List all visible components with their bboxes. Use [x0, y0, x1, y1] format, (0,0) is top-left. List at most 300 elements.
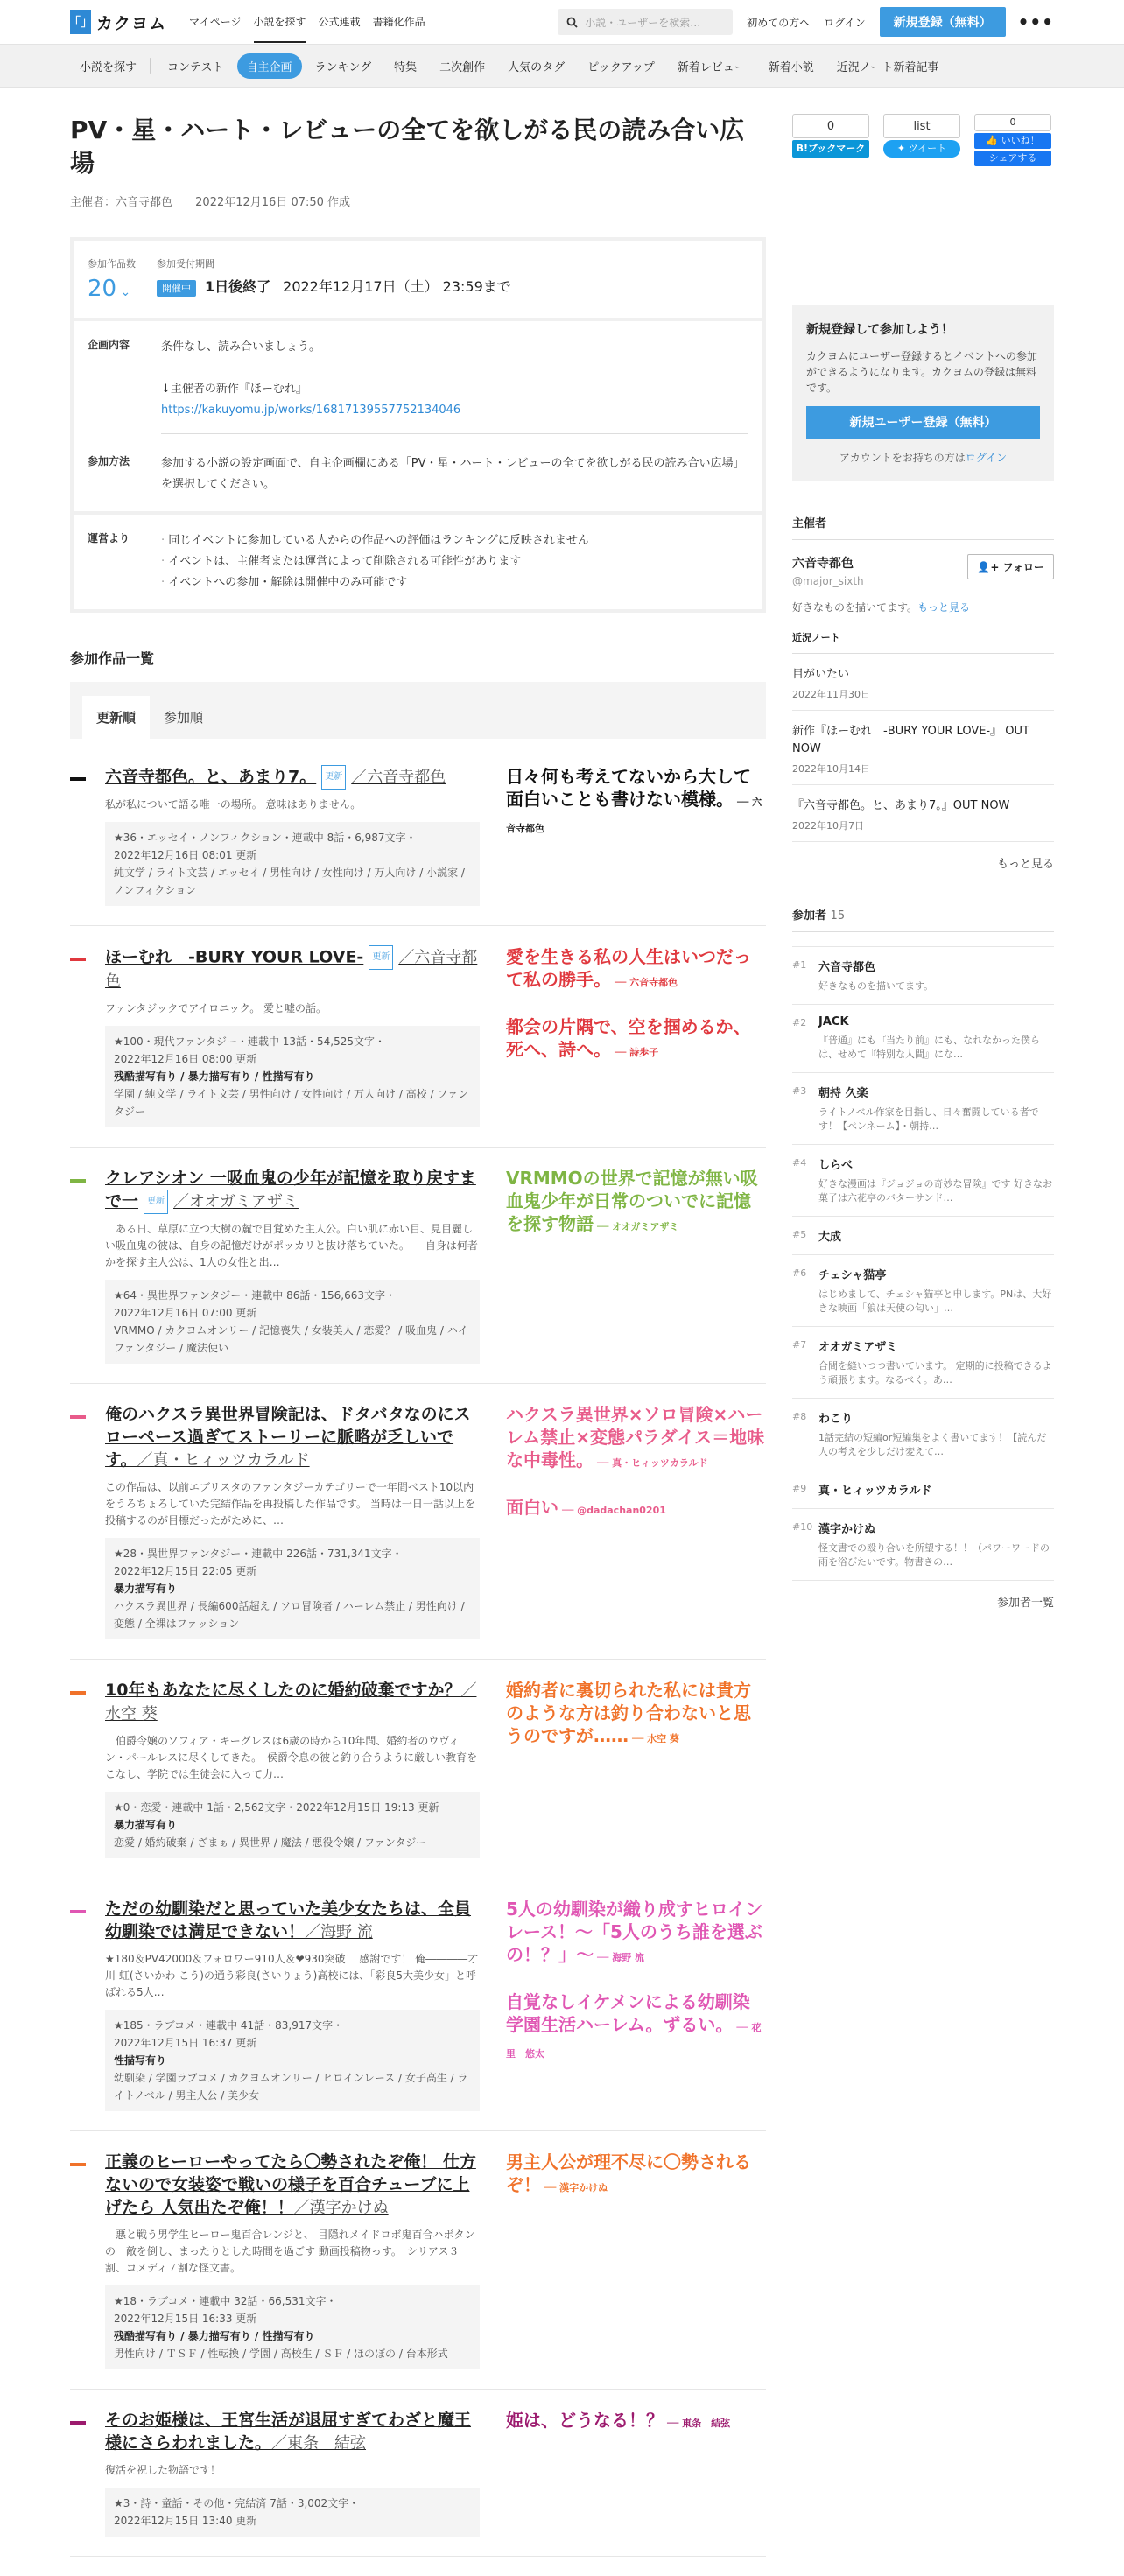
work-meta	[105, 822, 480, 906]
participant-name[interactable]: 真・ヒィッツカラルド	[818, 1485, 932, 1498]
participant-rank: #1	[792, 959, 807, 971]
organizer-heading: 主催者	[792, 514, 1054, 540]
work-info	[105, 1679, 480, 1858]
work-stats: ★64・異世界ファンタジー・連載中 86話・156,663文字・	[114, 1289, 397, 1302]
new-badge: 更新	[321, 765, 346, 790]
list-share[interactable]	[883, 114, 960, 168]
created-date: 2022年12月16日 07:50 作成	[195, 196, 351, 209]
catchphrase-text: 男主人公が理不尽に〇勢されるぞ！	[506, 2151, 751, 2195]
work-author[interactable]: ／オオガミアザミ	[173, 1192, 299, 1211]
method-row	[74, 450, 762, 511]
logo-text: カクヨム	[96, 13, 167, 33]
note-title[interactable]: 目がいたい	[792, 668, 850, 681]
subnav-item[interactable]: ピックアップ	[587, 60, 655, 74]
catchphrase-author[interactable]: ── 花里 悠太	[506, 2022, 762, 2060]
work-color-bar	[70, 2163, 86, 2166]
catchphrase	[506, 945, 766, 994]
participant-rank: #9	[792, 1483, 807, 1494]
work-catchphrases	[506, 2151, 766, 2369]
catchphrase	[506, 1679, 766, 1751]
nav-books[interactable]: 書籍化作品	[372, 15, 425, 28]
tweet-button[interactable]	[883, 140, 960, 158]
work-stats: ★100・現代ファンタジー・連載中 13話・54,525文字・	[114, 1035, 386, 1048]
content-link[interactable]: https://kakuyomu.jp/works/16817139557752134046	[161, 404, 461, 417]
subnav-item[interactable]: 自主企画	[237, 53, 302, 79]
sub-nav	[0, 44, 1124, 88]
participant-rank: #5	[792, 1229, 807, 1240]
work-author[interactable]: ／東条 結弦	[271, 2434, 367, 2453]
work-title[interactable]: ほーむれ -BURY YOUR LOVE-	[105, 947, 364, 967]
participant-desc: 好きな漫画は『ジョジョの奇妙な冒険』です 好きなお菓子は六花亭のバターサンド…	[818, 1178, 1053, 1204]
catchphrase-author[interactable]: ── 水空 葵	[632, 1733, 679, 1744]
work-description: 復活を祝した物語です！	[105, 2464, 221, 2476]
work-updated: 2022年12月15日 16:33 更新	[114, 2313, 257, 2325]
participant-desc: はじめまして、チェシャ猫亭と申します。PNは、大好きな映画「狼は天使の匂い」…	[818, 1288, 1052, 1314]
participant-rank: #3	[792, 1085, 807, 1097]
method-label: 参加方法	[88, 455, 130, 467]
note-item[interactable]	[792, 654, 1054, 711]
subnav-item[interactable]: 二次創作	[439, 60, 486, 74]
login-prompt-text: アカウントをお持ちの方は	[839, 452, 966, 464]
work-catchphrases	[506, 2409, 766, 2537]
work-author[interactable]: ／六音寺都色	[351, 768, 446, 787]
work-tags[interactable]: 男性向け / ＴＳＦ / 性転換 / 学園 / 高校生 / ＳＦ / ほのぼの / 台本形式	[114, 2348, 448, 2360]
participant-body	[818, 1084, 1054, 1134]
catchphrase-author[interactable]: ── 詩歩子	[615, 1047, 659, 1058]
participant-rank: #4	[792, 1157, 807, 1169]
stats-row	[74, 241, 762, 318]
participant-desc: 1話完結の短編or短編集をよく書いてます！【読んだ人の考えを少しだけ変えて…	[818, 1432, 1047, 1457]
method-text: 参加する小説の設定画面で、自主企画欄にある「PV・星・ハート・レビューの全てを欲しがる民の読み合い広場」を選択してください。	[161, 457, 745, 491]
work-warnings: 残酷描写有り / 暴力描写有り / 性描写有り	[114, 2330, 315, 2342]
organizer-label[interactable]: 主催者：六音寺都色	[70, 196, 173, 209]
subnav-item[interactable]: 特集	[394, 60, 418, 74]
entries-stat	[88, 256, 136, 302]
event-meta	[70, 193, 766, 209]
catchphrase-author[interactable]: ── @dadachan0201	[562, 1505, 666, 1516]
work-item	[70, 1167, 766, 1384]
deadline: 2022年12月17日（土） 23:59まで	[283, 278, 511, 295]
subnav-item[interactable]: コンテスト	[167, 60, 224, 74]
work-info	[105, 2409, 480, 2537]
note-item[interactable]	[792, 785, 1054, 842]
sidebar-login-link[interactable]: ログイン	[965, 452, 1008, 464]
period-stat	[157, 256, 511, 296]
work-title-line[interactable]	[105, 1403, 480, 1472]
sidebar	[792, 114, 1054, 2576]
subnav-item[interactable]: ランキング	[314, 60, 372, 74]
rule-item: · 同じイベントに参加している人からの作品への評価はランキングに反映されません	[161, 530, 589, 551]
work-color-bar	[70, 1415, 86, 1419]
like-label: いいね！	[1001, 135, 1040, 146]
content-line-2: ↓主催者の新作『ほーむれ』	[161, 383, 307, 396]
work-stats: ★3・詩・童話・その他・完結済 7話・3,002文字・	[114, 2497, 360, 2509]
hatena-button[interactable]: B!ブックマーク	[792, 140, 869, 158]
notes-heading: 近況ノート	[792, 630, 1054, 654]
work-title-line[interactable]	[105, 2151, 480, 2220]
work-info	[105, 945, 480, 1127]
work-title-line[interactable]	[105, 1898, 480, 1944]
work-catchphrases	[506, 1167, 766, 1364]
ends-in: 1日後終了	[205, 278, 271, 295]
work-author[interactable]: ／六音寺都色	[105, 948, 478, 991]
follow-button[interactable]	[967, 554, 1054, 579]
work-meta	[105, 1280, 480, 1364]
work-stats: ★28・異世界ファンタジー・連載中 226話・731,341文字・	[114, 1548, 403, 1560]
work-title-line[interactable]	[105, 945, 480, 993]
catchphrase-author[interactable]: ── 真・ヒィッツカラルド	[597, 1457, 708, 1469]
content-line-1: 条件なし、読み合いましょう。	[161, 340, 321, 354]
participant-name[interactable]: チェシャ猫亭	[818, 1269, 887, 1282]
work-author[interactable]: ／水空 葵	[105, 1681, 477, 1723]
catchphrase-text: 都会の片隅で、空を掴めるか、死へ、詩へ。	[506, 1016, 751, 1060]
participants-more-link[interactable]: 参加者一覧	[792, 1580, 1054, 1645]
work-meta	[105, 1026, 480, 1127]
participant-item[interactable]	[792, 1398, 1054, 1470]
participant-name[interactable]: 朝持 久楽	[818, 1087, 868, 1100]
work-title-line[interactable]	[105, 1167, 480, 1214]
work-warnings: 残酷描写有り / 暴力描写有り / 性描写有り	[114, 1070, 315, 1083]
join-text: カクヨムにユーザー登録するとイベントへの参加ができるようになります。カクヨムの登録は無料です。	[806, 350, 1038, 394]
participant-name[interactable]: JACK	[818, 1015, 849, 1028]
work-item	[70, 765, 766, 926]
work-stats: ★36・エッセイ・ノンフィクション・連載中 8話・6,987文字・	[114, 832, 417, 844]
catchphrase-author[interactable]: ── 東条 結弦	[667, 2418, 731, 2429]
tweet-label: ツイート	[908, 143, 947, 154]
participant-rank: #2	[792, 1017, 807, 1028]
work-info	[105, 1167, 480, 1364]
work-catchphrases	[506, 765, 766, 906]
catchphrase	[506, 1015, 766, 1064]
participant-desc: 好きなものを描いてます。	[818, 980, 934, 992]
kakuyomu-logo[interactable]	[70, 10, 166, 34]
search-icon	[566, 17, 578, 28]
note-item[interactable]	[792, 711, 1054, 785]
participant-item[interactable]	[792, 1254, 1054, 1326]
login-link[interactable]: ログイン	[824, 16, 866, 29]
work-warnings: 暴力描写有り	[114, 1583, 178, 1595]
work-title-line[interactable]	[105, 2409, 480, 2455]
work-warnings: 性描写有り	[114, 2054, 167, 2067]
hatena-bookmark[interactable]	[792, 114, 869, 168]
participant-rank: #6	[792, 1267, 807, 1279]
work-item	[70, 1403, 766, 1660]
participant-body	[818, 1337, 1054, 1387]
participant-desc: 合間を縫いつつ書いています。 定期的に投稿できるよう頑張ります。なるべく。あ…	[818, 1360, 1052, 1386]
catchphrase-author[interactable]: ── 漢字かけぬ	[544, 2182, 608, 2193]
notes-list	[792, 654, 1054, 842]
catchphrase-author[interactable]: ── 海野 流	[597, 1952, 644, 1963]
work-meta	[105, 1792, 480, 1858]
catchphrase	[506, 2151, 766, 2200]
work-description: ファンタジックでアイロニック。 愛と嘘の話。	[105, 1002, 327, 1014]
participant-rank: #10	[792, 1521, 813, 1533]
work-description: この作品は、以前エブリスタのファンタジーカテゴリーで一年間ベスト10以内をうろちょろしていた完結作品を再投稿した作品です。 当時は一日一話以上を投稿するのが目標だったがために、…	[105, 1481, 475, 1527]
work-stats: ★18・ラブコメ・連載中 32話・66,531文字・	[114, 2295, 337, 2307]
participant-body	[818, 1520, 1054, 1569]
catchphrase-author[interactable]: ── 六音寺都色	[615, 977, 678, 988]
work-catchphrases	[506, 1679, 766, 1858]
status-badge: 開催中	[157, 280, 196, 297]
subnav-item[interactable]: 新着レビュー	[677, 60, 746, 74]
participant-body	[818, 1266, 1054, 1316]
subnav-divider	[150, 58, 151, 74]
register-button[interactable]: 新規登録（無料）	[880, 7, 1006, 37]
participant-body	[818, 958, 1054, 993]
work-updated: 2022年12月16日 08:01 更新	[114, 849, 257, 861]
notes-more-link[interactable]: もっと見る	[996, 858, 1054, 871]
catchphrase-author[interactable]: ── 六音寺都色	[506, 797, 762, 834]
work-description: ★180＆PV42000＆フォロワー910人＆❤930突破！ 感謝です！ 俺――――才川 虹(さいかわ こう)の通う彩良(さいりょう)高校には、「彩良5大美少女」と呼ばれる5人…	[105, 1953, 479, 1998]
catchphrase-author[interactable]: ── オオガミアザミ	[597, 1221, 679, 1232]
work-updated: 2022年12月15日 22:05 更新	[114, 1565, 257, 1577]
work-color-bar	[70, 1910, 86, 1913]
entries-dropdown[interactable]	[88, 276, 136, 302]
participant-body	[818, 1155, 1054, 1205]
rule-item: · イベントは、主催者または運営によって削除される可能性があります	[161, 551, 589, 572]
participants-heading	[792, 906, 1054, 932]
new-badge: 更新	[369, 945, 393, 970]
participants-label: 参加者	[792, 909, 827, 923]
work-catchphrases	[506, 945, 766, 1127]
work-color-bar	[70, 777, 86, 781]
participant-name[interactable]: しらべ	[818, 1159, 854, 1172]
subnav-item[interactable]: 近況ノート新着記事	[836, 60, 939, 74]
catchphrase-text: 面白い	[506, 1497, 558, 1518]
catchphrase-text: 愛を生きる私の人生はいつだって私の勝手。	[506, 946, 751, 990]
work-updated: 2022年12月15日 13:40 更新	[114, 2515, 257, 2527]
search-placeholder: 小説・ユーザーを検索…	[585, 16, 701, 29]
catchphrase-text: ハクスラ異世界×ソロ冒険×ハーレム禁止×変態パラダイス＝地味な中毒性。	[506, 1404, 765, 1470]
participant-item[interactable]	[792, 1004, 1054, 1072]
catchphrase	[506, 1167, 766, 1239]
work-catchphrases	[506, 1898, 766, 2111]
work-warnings: 暴力描写有り	[114, 1819, 178, 1831]
ops-label: 運営より	[88, 532, 130, 544]
work-stats: ★0・恋愛・連載中 1話・2,562文字・2022年12月15日 19:13 更新	[114, 1801, 439, 1814]
participants-list	[792, 946, 1054, 1580]
content-row	[74, 318, 762, 450]
work-meta	[105, 2010, 480, 2111]
list-label[interactable]: list	[883, 114, 960, 138]
participant-body	[818, 1481, 1054, 1498]
work-color-bar	[70, 1179, 86, 1183]
subnav-item[interactable]: 新着小説	[768, 60, 814, 74]
top-bar	[0, 0, 1124, 44]
work-description: 伯爵令嬢のソフィア・キーグレスは6歳の時から10年間、婚約者のウヴィン・パールレスに尽くしてきた。 侯爵令息の彼と釣り合うように厳しい教育をこなし、学院では生徒会に入って力…	[105, 1735, 478, 1780]
like-button[interactable]	[974, 133, 1051, 149]
work-title[interactable]: 俺のハクスラ異世界冒険記は、ドタバタなのにスローペース過ぎてストーリーに脈略が乏しいです。	[105, 1405, 471, 1470]
follow-label: フォロー	[1002, 561, 1044, 573]
hatena-count: 0	[792, 114, 869, 138]
note-title[interactable]: 新作『ほーむれ -BURY YOUR LOVE-』 OUT NOW	[792, 725, 1029, 755]
subnav-item[interactable]: 人気のタグ	[508, 60, 566, 74]
catchphrase	[506, 1496, 766, 1522]
participants-count: 15	[830, 909, 846, 923]
organizer-desc-text: 好きなものを描いてます。	[792, 601, 918, 614]
work-meta	[105, 1538, 480, 1639]
tab-joined[interactable]: 参加順	[164, 710, 204, 726]
entries-label: 参加作品数	[88, 258, 136, 270]
facebook-share[interactable]	[974, 114, 1051, 168]
work-tags[interactable]: ハクスラ異世界 / 長編600話超え / ソロ冒険者 / ハーレム禁止 / 男性向け / 変態 / 全裸はファッション	[114, 1600, 465, 1630]
ops-row	[74, 511, 762, 609]
work-item	[70, 2409, 766, 2557]
participant-name[interactable]: 大成	[818, 1231, 842, 1244]
event-content	[70, 114, 766, 2576]
login-prompt	[806, 450, 1040, 465]
join-title: 新規登録して参加しよう！	[806, 323, 953, 337]
participant-body	[818, 1227, 1054, 1244]
works-heading: 参加作品一覧	[70, 650, 155, 667]
participant-desc: ライトノベル作家を目指し、日々奮闘している者です！【ペンネーム】・朝持…	[818, 1106, 1039, 1132]
participant-rank: #8	[792, 1411, 807, 1422]
work-tags[interactable]: 学園 / 純文学 / ライト文芸 / 男性向け / 女性向け / 万人向け / 高校 / ファンタジー	[114, 1088, 469, 1118]
work-catchphrases	[506, 1403, 766, 1639]
participant-item[interactable]	[792, 1470, 1054, 1508]
catchphrase	[506, 1403, 766, 1475]
work-item	[70, 1679, 766, 1878]
catchphrase	[506, 2409, 766, 2435]
twitter-icon: ✦	[896, 143, 909, 154]
work-title[interactable]: ただの幼馴染だと思っていた美少女たちは、全員幼馴染では満足できない！	[105, 1899, 472, 1941]
nav-find-novels[interactable]: 小説を探す	[254, 2, 306, 43]
participant-item[interactable]	[792, 946, 1054, 1004]
rule-item: · イベントへの参加・解除は開催中のみ可能です	[161, 572, 589, 593]
fb-count: 0	[974, 114, 1051, 131]
work-item	[70, 1898, 766, 2131]
nav-official[interactable]: 公式連載	[318, 15, 361, 28]
participant-name[interactable]: 漢字かけぬ	[818, 1523, 876, 1536]
participant-name[interactable]: わこり	[818, 1413, 854, 1426]
work-title[interactable]: 六音寺都色。と、あまり7。	[105, 767, 317, 787]
period-label: 参加受付期間	[157, 258, 214, 270]
work-title[interactable]: クレアシオン 一吸血鬼の少年が記憶を取り戻すまで一	[105, 1169, 476, 1211]
work-item	[70, 945, 766, 1148]
organizer-card	[792, 554, 1054, 587]
catchphrase-text: VRMMOの世界で記憶が無い吸血鬼少年が日常のついでに記憶を探す物語	[506, 1168, 758, 1234]
search-input[interactable]	[558, 9, 733, 35]
organizer-desc	[792, 600, 1054, 614]
participant-item[interactable]	[792, 1144, 1054, 1216]
participant-item[interactable]	[792, 1072, 1054, 1144]
organizer-name[interactable]: 六音寺都色	[792, 557, 854, 571]
work-color-bar	[70, 958, 86, 961]
work-tags[interactable]: 恋愛 / 婚約破棄 / ざまぁ / 異世界 / 魔法 / 悪役令嬢 / ファンタジー	[114, 1836, 427, 1849]
participant-desc: 『普通』にも『当たり前』にも、なれなかった僕らは、せめて『特別な人間』にな…	[818, 1035, 1040, 1060]
works-tabs	[70, 682, 766, 739]
participant-body	[818, 1015, 1054, 1062]
catchphrase-text: 5人の幼馴染が織り成すヒロインレース！〜「5人のうち誰を選ぶの！？」〜	[506, 1899, 763, 1965]
work-title[interactable]: そのお姫様は、王宮生活が退屈すぎてわざと魔王様にさらわれました。	[105, 2411, 472, 2453]
note-title[interactable]: 『六音寺都色。と、あまり7。』OUT NOW	[792, 799, 1010, 812]
chevron-down-icon: ⌄	[116, 285, 131, 299]
work-color-bar	[70, 1691, 86, 1695]
participant-desc: 怪文書での殴り合いを所望する！！（パワーワードの雨を浴びたいです。物書きの…	[818, 1542, 1050, 1568]
signup-button[interactable]: 新規ユーザー登録（無料）	[806, 406, 1040, 439]
subnav-item[interactable]: 小説を探す	[80, 60, 137, 74]
event-info-box	[70, 237, 766, 613]
work-info	[105, 765, 480, 906]
participant-name[interactable]: オオガミアザミ	[818, 1341, 898, 1354]
note-date: 2022年10月7日	[792, 820, 864, 832]
work-info	[105, 1898, 480, 2111]
share-buttons	[792, 114, 1054, 168]
work-meta	[105, 2488, 480, 2537]
catchphrase	[506, 1990, 766, 2066]
participant-item[interactable]	[792, 1216, 1054, 1254]
work-author[interactable]: ／漢字かけぬ	[293, 2199, 389, 2217]
logo-mark: 「」	[70, 10, 91, 34]
catchphrase	[506, 765, 766, 840]
work-title-line[interactable]	[105, 765, 480, 790]
work-info	[105, 1403, 480, 1639]
more-menu-icon[interactable]: •••	[1017, 11, 1054, 32]
main	[0, 88, 1124, 2576]
tab-updated[interactable]: 更新順	[82, 696, 150, 739]
work-author[interactable]: ／海野 流	[305, 1923, 373, 1941]
catchphrase-text: 日々何も考えてないから大して面白いことも書けない模様。	[506, 766, 751, 810]
participant-rank: #7	[792, 1339, 807, 1351]
catchphrase-text: 姫は、どうなる！？	[506, 2410, 664, 2431]
organizer-more-link[interactable]: もっと見る	[917, 601, 971, 614]
stats	[88, 256, 511, 302]
works-list	[70, 765, 766, 2557]
page-title: PV・星・ハート・レビューの全てを欲しがる民の読み合い広場	[70, 116, 745, 178]
work-color-bar	[70, 2421, 86, 2425]
note-date: 2022年11月30日	[792, 689, 870, 700]
beginner-link[interactable]: 初めての方へ	[747, 16, 811, 29]
work-item	[70, 2151, 766, 2390]
work-meta	[105, 2285, 480, 2369]
work-stats: ★185・ラブコメ・連載中 41話・83,917文字・	[114, 2019, 344, 2032]
work-updated: 2022年12月16日 08:00 更新	[114, 1053, 257, 1065]
top-nav	[189, 2, 425, 43]
nav-mypage[interactable]: マイページ	[189, 15, 242, 28]
work-updated: 2022年12月16日 07:00 更新	[114, 1307, 257, 1319]
participant-name[interactable]: 六音寺都色	[818, 961, 876, 974]
work-info	[105, 2151, 480, 2369]
organizer-id: @major_sixth	[792, 575, 864, 587]
note-date: 2022年10月14日	[792, 763, 870, 775]
join-box	[792, 305, 1054, 481]
work-author[interactable]: ／真・ヒィッツカラルド	[137, 1451, 310, 1470]
entries-count: 20	[88, 276, 117, 302]
work-description: ある日、草原に立つ大樹の麓で目覚めた主人公。白い肌に赤い目、見目麗しい吸血鬼の彼は、自身の記憶だけがポッカリと抜け落ちていた。 自身は何者かを探す主人公は、1人の女性と出…	[105, 1223, 478, 1268]
work-tags[interactable]: 幼馴染 / 学園ラブコメ / カクヨムオンリー / ヒロインレース / 女子高生 / ライトノベル / 男主人公 / 美少女	[114, 2072, 468, 2102]
work-title[interactable]: 正義のヒーローやってたら〇勢されたぞ俺！ 仕方ないので女装姿で戦いの様子を百合チューブに上げたら 人気出たぞ俺！！	[105, 2152, 476, 2217]
work-tags[interactable]: VRMMO / カクヨムオンリー / 記憶喪失 / 女装美人 / 恋愛？ / 吸血鬼 / ハイファンタジー / 魔法使い	[114, 1324, 468, 1354]
new-badge: 更新	[144, 1190, 168, 1214]
work-title[interactable]: 10年もあなたに尽くしたのに婚約破棄ですか？	[105, 1681, 461, 1700]
work-tags[interactable]: 純文学 / ライト文芸 / エッセイ / 男性向け / 女性向け / 万人向け / 小説家 / ノンフィクション	[114, 867, 465, 896]
content-text	[161, 337, 748, 434]
thumbs-up-icon: 👍	[986, 135, 1001, 146]
content-label: 企画内容	[88, 339, 130, 351]
rules-list	[161, 530, 589, 593]
work-description: 悪と戦う男学生ヒーロー鬼百合レンジと、 目隠れメイドロボ鬼百合ハボタンの 敵を倒し、まったりとした時間を過ごす 動画投稿物っす。 シリアス３割、コメディ７割な怪文書。	[105, 2229, 475, 2274]
work-updated: 2022年12月15日 16:37 更新	[114, 2037, 257, 2049]
participant-item[interactable]	[792, 1508, 1054, 1580]
work-description: 私が私について語る唯一の場所。 意味はありません。	[105, 798, 362, 811]
fb-share-button[interactable]: シェアする	[974, 151, 1051, 166]
participant-item[interactable]	[792, 1326, 1054, 1398]
catchphrase	[506, 1898, 766, 1969]
catchphrase-text: 婚約者に裏切られた私には貴方のような方は釣り合わないと思うのですが……	[506, 1680, 751, 1746]
add-user-icon: 👤+	[977, 561, 1003, 573]
work-title-line[interactable]	[105, 1679, 480, 1726]
participant-body	[818, 1409, 1054, 1459]
